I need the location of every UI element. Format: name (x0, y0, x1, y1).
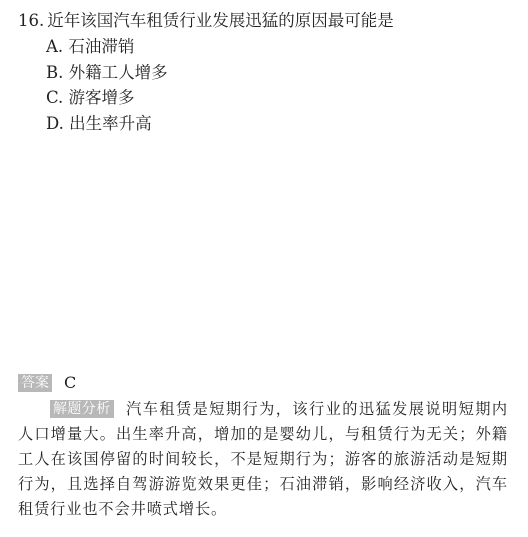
analysis-label: 解题分析 (50, 400, 114, 418)
option-b: B. 外籍工人增多 (46, 62, 168, 82)
answer-row (18, 372, 508, 394)
question-stem: 近年该国汽车租赁行业发展迅猛的原因最可能是 (47, 11, 394, 30)
question-16 (18, 8, 518, 136)
answer-value: C (64, 373, 77, 392)
question-stem-line (18, 8, 518, 34)
option-d: D. 出生率升高 (46, 113, 152, 133)
question-number: 16. (18, 11, 45, 30)
options-list (46, 34, 518, 136)
option-a: A. 石油滞销 (46, 37, 135, 56)
analysis-text: 汽车租赁是短期行为，该行业的迅猛发展说明短期内人口增量大。出生率升高，增加的是婴幼儿，与租赁行为无关；外籍工人在该国停留的时间较长，不是短期行为；游客的旅游活动是短期行为，且选择自驾游游览效果更佳；石油滞销，影响经济收入，汽车租赁行业也不会井喷式增长。 (18, 400, 508, 518)
analysis-paragraph (18, 397, 508, 522)
option-c: C. 游客增多 (46, 88, 135, 107)
answer-label: 答案 (18, 374, 52, 392)
answer-section (18, 372, 508, 522)
